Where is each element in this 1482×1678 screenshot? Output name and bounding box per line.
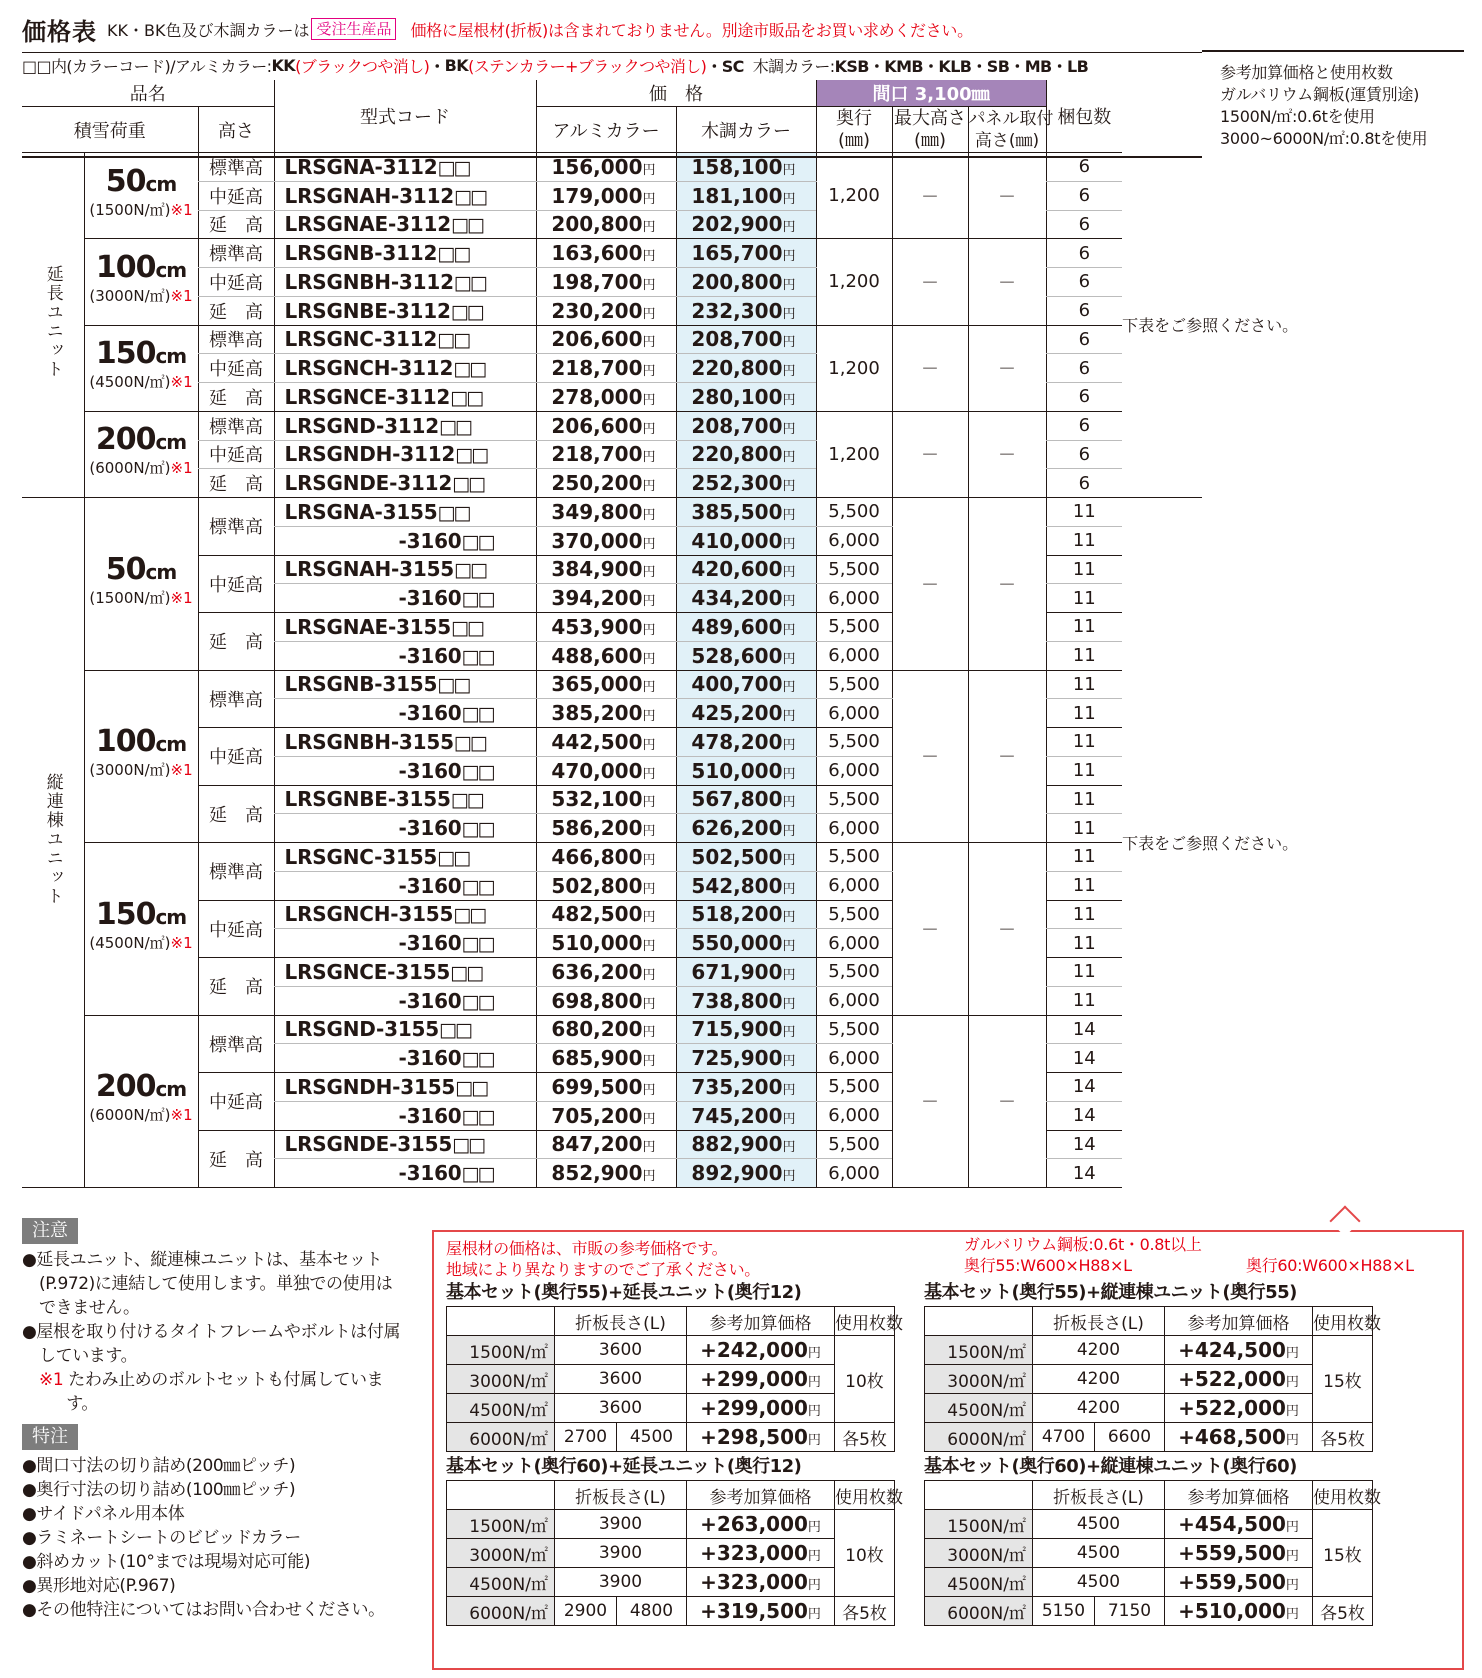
sub-row: 3000N/㎡ 4200 +522,000円 <box>925 1365 1373 1394</box>
depth-cell: 5,500 <box>816 1015 892 1044</box>
wood-price: 200,800円 <box>676 268 816 297</box>
frontage-header: 間口 3,100㎜ <box>816 80 1046 107</box>
alumi-price: 250,200円 <box>536 469 676 498</box>
notes-section <box>22 1218 402 1622</box>
sub-row: 3000N/㎡ 3600 +299,000円 <box>447 1365 895 1394</box>
alumi-price: 852,900円 <box>536 1159 676 1188</box>
depth-cell: 6,000 <box>816 1101 892 1130</box>
pack-count: 11 <box>1046 699 1122 728</box>
height-cell: 中延高 <box>198 181 274 210</box>
special-item: ●サイドパネル用本体 <box>22 1504 185 1524</box>
height-cell: 延 高 <box>198 613 274 671</box>
model-code: LRSGNCE-3112□□ <box>274 383 536 412</box>
col-max-height: 最大高さ (㎜) <box>894 107 967 151</box>
wood-price: 232,300円 <box>676 296 816 325</box>
model-code: LRSGNBE-3155□□ <box>274 785 536 814</box>
table-row: 200cm (6000N/㎡)※1 標準高 LRSGND-3112□□ 206,600円 208,700円 1,200 － － 6 <box>22 411 1202 440</box>
pack-count: 6 <box>1046 411 1122 440</box>
roof-note: 価格に屋根材(折板)は含まれておりません。別途市販品をお買い求めください。 <box>410 20 973 40</box>
pack-count: 11 <box>1046 986 1122 1015</box>
depth-cell: 5,500 <box>816 613 892 642</box>
alumi-price: 488,600円 <box>536 641 676 670</box>
pack-count: 6 <box>1046 440 1122 469</box>
sub-row: 1500N/㎡ 4200 +424,500円 15枚 <box>925 1336 1373 1365</box>
alumi-price: 470,000円 <box>536 756 676 785</box>
wood-price: 220,800円 <box>676 440 816 469</box>
pack-count: 6 <box>1046 210 1122 239</box>
wood-price: 738,800円 <box>676 986 816 1015</box>
snow-load: 150cm (4500N/㎡)※1 <box>84 325 198 411</box>
page-header <box>22 12 973 46</box>
alumi-price: 156,000円 <box>536 153 676 182</box>
special-heading: 特注 <box>22 1424 78 1450</box>
pack-count: 6 <box>1046 181 1122 210</box>
model-code: -3160□□ <box>274 756 536 785</box>
model-code: -3160□□ <box>274 584 536 613</box>
height-cell: 標準高 <box>198 498 274 556</box>
col-price: 価 格 <box>536 80 816 107</box>
wood-price: 208,700円 <box>676 325 816 354</box>
pack-count: 11 <box>1046 871 1122 900</box>
alumi-price: 685,900円 <box>536 1044 676 1073</box>
alumi-price: 699,500円 <box>536 1073 676 1102</box>
snow-load: 50cm (1500N/㎡)※1 <box>84 153 198 239</box>
depth-cell: 6,000 <box>816 871 892 900</box>
alumi-price: 698,800円 <box>536 986 676 1015</box>
table-row: 200cm (6000N/㎡)※1 標準高 LRSGND-3155□□ 680,200円 715,900円 5,500 － － 14 <box>22 1015 1202 1044</box>
sub-table: 折板長さ(L) 参考加算価格 使用枚数 1500N/㎡ 3600 +242,000円 10枚 3000N/㎡ 3600 +299,000円 4500N/㎡ 3600 +299,000円 6000N/㎡ 2700 4500 +298,500円 各5枚 <box>446 1306 895 1452</box>
height-cell: 標準高 <box>198 239 274 268</box>
alumi-price: 586,200円 <box>536 814 676 843</box>
alumi-price: 206,600円 <box>536 411 676 440</box>
pack-count: 11 <box>1046 814 1122 843</box>
snow-load: 150cm (4500N/㎡)※1 <box>84 843 198 1016</box>
wood-price: 220,800円 <box>676 354 816 383</box>
wood-price: 725,900円 <box>676 1044 816 1073</box>
height-cell: 標準高 <box>198 843 274 901</box>
pack-count: 11 <box>1046 756 1122 785</box>
model-code: LRSGNAH-3155□□ <box>274 555 536 584</box>
depth-cell: 6,000 <box>816 814 892 843</box>
special-item: ●ラミネートシートのビビッドカラー <box>22 1528 301 1548</box>
depth-cell: 5,500 <box>816 785 892 814</box>
pack-count: 11 <box>1046 498 1122 527</box>
depth-cell: 5,500 <box>816 900 892 929</box>
model-code: LRSGNDE-3155□□ <box>274 1130 536 1159</box>
height-cell: 延 高 <box>198 210 274 239</box>
wood-price: 252,300円 <box>676 469 816 498</box>
sub-table: 折板長さ(L) 参考加算価格 使用枚数 1500N/㎡ 4500 +454,500円 15枚 3000N/㎡ 4500 +559,500円 4500N/㎡ 4500 +559,500円 6000N/㎡ 5150 7150 +510,000円 各5枚 <box>924 1480 1373 1626</box>
depth-cell: 6,000 <box>816 929 892 958</box>
side-note: 参考加算価格と使用枚数 ガルバリウム鋼板(運賃別途) 1500N/㎡:0.6tを使用 3000~6000N/㎡:0.8tを使用 <box>1220 63 1428 148</box>
page-title: 価格表 <box>22 17 97 46</box>
model-code: LRSGNA-3112□□ <box>274 153 536 182</box>
alumi-price: 365,000円 <box>536 670 676 699</box>
sub-row: 3000N/㎡ 3900 +323,000円 <box>447 1539 895 1568</box>
col-height: 高さ <box>198 107 274 153</box>
pack-count: 11 <box>1046 843 1122 872</box>
model-code: LRSGNA-3155□□ <box>274 498 536 527</box>
depth-cell: 5,500 <box>816 555 892 584</box>
table-row: 縦連棟ユニット 50cm (1500N/㎡)※1 標準高 LRSGNA-3155□□ 349,800円 385,500円 5,500 － － 11 下表をご参照ください。 <box>22 498 1202 527</box>
wood-price: 158,100円 <box>676 153 816 182</box>
depth-cell: 5,500 <box>816 958 892 987</box>
pack-count: 11 <box>1046 958 1122 987</box>
pack-count: 11 <box>1046 526 1122 555</box>
pack-count: 14 <box>1046 1073 1122 1102</box>
snow-load: 200cm (6000N/㎡)※1 <box>84 411 198 497</box>
unit-label: 延長ユニット <box>22 153 84 498</box>
col-product: 品名 <box>22 80 274 107</box>
alumi-price: 847,200円 <box>536 1130 676 1159</box>
alumi-price: 163,600円 <box>536 239 676 268</box>
wood-price: 745,200円 <box>676 1101 816 1130</box>
sub-row: 6000N/㎡ 4700 6600 +468,500円 各5枚 <box>925 1423 1373 1452</box>
alumi-price: 680,200円 <box>536 1015 676 1044</box>
table-row: 延長ユニット 50cm (1500N/㎡)※1 標準高 LRSGNA-3112□□ 156,000円 158,100円 1,200 － － 6 下表をご参照ください。 <box>22 153 1202 182</box>
note-footnote: ※1 たわみ止めのボルトセットも付属しています。 <box>39 1370 384 1414</box>
wood-price: 489,600円 <box>676 613 816 642</box>
model-code: LRSGNCE-3155□□ <box>274 958 536 987</box>
sub-table-title: 基本セット(奥行60)+縦連棟ユニット(奥行60) <box>924 1456 1297 1477</box>
alumi-price: 206,600円 <box>536 325 676 354</box>
model-code: -3160□□ <box>274 871 536 900</box>
model-code: LRSGNBH-3112□□ <box>274 268 536 297</box>
alumi-price: 200,800円 <box>536 210 676 239</box>
height-cell: 中延高 <box>198 728 274 786</box>
col-snow: 積雪荷重 <box>22 107 198 153</box>
alumi-price: 705,200円 <box>536 1101 676 1130</box>
wood-price: 165,700円 <box>676 239 816 268</box>
model-code: LRSGNAE-3155□□ <box>274 613 536 642</box>
alumi-price: 370,000円 <box>536 526 676 555</box>
height-cell: 中延高 <box>198 555 274 613</box>
special-item: ●異形地対応(P.967) <box>22 1576 176 1596</box>
wood-price: 478,200円 <box>676 728 816 757</box>
height-cell: 中延高 <box>198 268 274 297</box>
model-code: -3160□□ <box>274 699 536 728</box>
depth-cell: 5,500 <box>816 670 892 699</box>
ref-note: 下表をご参照ください。 <box>1122 153 1202 498</box>
col-depth: 奥行 (㎜) <box>816 107 892 153</box>
sub-table-title: 基本セット(奥行55)+延長ユニット(奥行12) <box>446 1282 802 1303</box>
notes-heading: 注意 <box>22 1218 78 1244</box>
model-code: LRSGNBH-3155□□ <box>274 728 536 757</box>
depth-cell: 1,200 <box>816 411 892 497</box>
depth-cell: 1,200 <box>816 239 892 325</box>
depth-cell: 5,500 <box>816 1073 892 1102</box>
depth-cell: 6,000 <box>816 641 892 670</box>
model-code: LRSGNDH-3112□□ <box>274 440 536 469</box>
table-row: 100cm (3000N/㎡)※1 標準高 LRSGNB-3112□□ 163,600円 165,700円 1,200 － － 6 <box>22 239 1202 268</box>
table-row: 150cm (4500N/㎡)※1 標準高 LRSGNC-3112□□ 206,600円 208,700円 1,200 － － 6 <box>22 325 1202 354</box>
sub-row: 4500N/㎡ 3900 +323,000円 <box>447 1568 895 1597</box>
wood-price: 385,500円 <box>676 498 816 527</box>
height-cell: 標準高 <box>198 1015 274 1073</box>
wood-price: 434,200円 <box>676 584 816 613</box>
depth-cell: 5,500 <box>816 498 892 527</box>
wood-price: 510,000円 <box>676 756 816 785</box>
height-cell: 延 高 <box>198 1130 274 1188</box>
model-code: LRSGND-3155□□ <box>274 1015 536 1044</box>
divider <box>1202 50 1464 52</box>
alumi-price: 466,800円 <box>536 843 676 872</box>
alumi-price: 482,500円 <box>536 900 676 929</box>
price-table <box>22 80 1299 1188</box>
depth-cell: 6,000 <box>816 699 892 728</box>
wood-price: 892,900円 <box>676 1159 816 1188</box>
pack-count: 11 <box>1046 613 1122 642</box>
pack-count: 14 <box>1046 1101 1122 1130</box>
sub-row: 4500N/㎡ 4200 +522,000円 <box>925 1394 1373 1423</box>
wood-price: 410,000円 <box>676 526 816 555</box>
wood-price: 550,000円 <box>676 929 816 958</box>
wood-price: 567,800円 <box>676 785 816 814</box>
note-item: ●屋根を取り付けるタイトフレームやボルトは付属しています。 <box>22 1322 401 1366</box>
sub-row: 6000N/㎡ 2900 4800 +319,500円 各5枚 <box>447 1597 895 1626</box>
pack-count: 11 <box>1046 584 1122 613</box>
alumi-price: 385,200円 <box>536 699 676 728</box>
model-code: -3160□□ <box>274 526 536 555</box>
pack-count: 6 <box>1046 296 1122 325</box>
model-code: LRSGNC-3155□□ <box>274 843 536 872</box>
height-cell: 延 高 <box>198 383 274 412</box>
depth-cell: 6,000 <box>816 584 892 613</box>
height-cell: 中延高 <box>198 440 274 469</box>
model-code: LRSGNCH-3112□□ <box>274 354 536 383</box>
unit-label: 縦連棟ユニット <box>22 498 84 1188</box>
model-code: -3160□□ <box>274 1159 536 1188</box>
table-row: 100cm (3000N/㎡)※1 標準高 LRSGNB-3155□□ 365,000円 400,700円 5,500 － － 11 <box>22 670 1202 699</box>
model-code: LRSGNAH-3112□□ <box>274 181 536 210</box>
wood-price: 202,900円 <box>676 210 816 239</box>
model-code: -3160□□ <box>274 641 536 670</box>
snow-load: 50cm (1500N/㎡)※1 <box>84 498 198 671</box>
pack-count: 6 <box>1046 325 1122 354</box>
wood-price: 208,700円 <box>676 411 816 440</box>
depth-cell: 5,500 <box>816 1130 892 1159</box>
model-code: -3160□□ <box>274 986 536 1015</box>
alumi-price: 502,800円 <box>536 871 676 900</box>
model-code: LRSGNDE-3112□□ <box>274 469 536 498</box>
alumi-price: 278,000円 <box>536 383 676 412</box>
special-item: ●奥行寸法の切り詰め(100㎜ピッチ) <box>22 1480 296 1500</box>
depth-cell: 1,200 <box>816 153 892 239</box>
ref-note: 下表をご参照ください。 <box>1122 834 1299 854</box>
depth-cell: 6,000 <box>816 986 892 1015</box>
wood-price: 528,600円 <box>676 641 816 670</box>
height-cell: 延 高 <box>198 785 274 843</box>
sub-row: 6000N/㎡ 2700 4500 +298,500円 各5枚 <box>447 1423 895 1452</box>
sub-row: 1500N/㎡ 3900 +263,000円 10枚 <box>447 1510 895 1539</box>
sub-row: 3000N/㎡ 4500 +559,500円 <box>925 1539 1373 1568</box>
note-item: ●延長ユニット、縦連棟ユニットは、基本セット(P.972)に連結して使用します。単独での使用はできません。 <box>22 1250 393 1318</box>
depth-cell: 6,000 <box>816 1044 892 1073</box>
alumi-price: 349,800円 <box>536 498 676 527</box>
col-panel-height: パネル取付 高さ(㎜) <box>968 108 1054 151</box>
box-note-right: ガルバリウム鋼板:0.6t・0.8t以上 奥行55:W600×H88×L <box>964 1235 1202 1275</box>
wood-price: 882,900円 <box>676 1130 816 1159</box>
wood-price: 671,900円 <box>676 958 816 987</box>
model-code: -3160□□ <box>274 929 536 958</box>
wood-price: 735,200円 <box>676 1073 816 1102</box>
height-cell: 標準高 <box>198 411 274 440</box>
pack-count: 11 <box>1046 900 1122 929</box>
wood-price: 400,700円 <box>676 670 816 699</box>
snow-load: 100cm (3000N/㎡)※1 <box>84 239 198 325</box>
model-code: -3160□□ <box>274 814 536 843</box>
model-code: LRSGND-3112□□ <box>274 411 536 440</box>
special-item: ●斜めカット(10°までは現場対応可能) <box>22 1552 311 1572</box>
alumi-price: 442,500円 <box>536 728 676 757</box>
depth-cell: 6,000 <box>816 1159 892 1188</box>
special-item: ●その他特注についてはお問い合わせください。 <box>22 1600 385 1620</box>
special-item: ●間口寸法の切り詰め(200㎜ピッチ) <box>22 1456 296 1476</box>
model-code: LRSGNB-3155□□ <box>274 670 536 699</box>
pack-count: 11 <box>1046 785 1122 814</box>
wood-price: 715,900円 <box>676 1015 816 1044</box>
made-to-order-badge: 受注生産品 <box>311 18 396 40</box>
pack-count: 11 <box>1046 555 1122 584</box>
model-code: LRSGNAE-3112□□ <box>274 210 536 239</box>
col-alumi: アルミカラー <box>536 107 676 153</box>
model-code: -3160□□ <box>274 1101 536 1130</box>
depth-cell: 5,500 <box>816 728 892 757</box>
box-note-left: 屋根材の価格は、市販の参考価格です。 地域により異なりますのでご了承ください。 <box>446 1239 761 1279</box>
wood-price: 502,500円 <box>676 843 816 872</box>
pack-count: 14 <box>1046 1130 1122 1159</box>
model-code: LRSGNC-3112□□ <box>274 325 536 354</box>
sub-table: 折板長さ(L) 参考加算価格 使用枚数 1500N/㎡ 3900 +263,000円 10枚 3000N/㎡ 3900 +323,000円 4500N/㎡ 3900 +323,000円 6000N/㎡ 2900 4800 +319,500円 各5枚 <box>446 1480 895 1626</box>
height-cell: 延 高 <box>198 958 274 1016</box>
alumi-price: 218,700円 <box>536 354 676 383</box>
wood-price: 181,100円 <box>676 181 816 210</box>
depth-cell: 6,000 <box>816 526 892 555</box>
box-note-right-60: 奥行60:W600×H88×L <box>1246 1256 1414 1275</box>
sub-row: 4500N/㎡ 3600 +299,000円 <box>447 1394 895 1423</box>
model-code: LRSGNB-3112□□ <box>274 239 536 268</box>
depth-cell: 1,200 <box>816 325 892 411</box>
pack-count: 11 <box>1046 728 1122 757</box>
sub-row: 4500N/㎡ 4500 +559,500円 <box>925 1568 1373 1597</box>
alumi-price: 453,900円 <box>536 613 676 642</box>
snow-load: 100cm (3000N/㎡)※1 <box>84 670 198 843</box>
wood-price: 518,200円 <box>676 900 816 929</box>
sub-table-title: 基本セット(奥行60)+延長ユニット(奥行12) <box>446 1456 802 1477</box>
wood-price: 626,200円 <box>676 814 816 843</box>
model-code: LRSGNDH-3155□□ <box>274 1073 536 1102</box>
alumi-price: 230,200円 <box>536 296 676 325</box>
pack-count: 6 <box>1046 383 1122 412</box>
col-pack: 梱包数 <box>1046 80 1122 153</box>
pack-count: 11 <box>1046 670 1122 699</box>
pack-count: 6 <box>1046 153 1122 182</box>
height-cell: 延 高 <box>198 469 274 498</box>
alumi-price: 384,900円 <box>536 555 676 584</box>
pack-count: 6 <box>1046 469 1122 498</box>
height-cell: 中延高 <box>198 900 274 958</box>
height-cell: 標準高 <box>198 670 274 728</box>
height-cell: 延 高 <box>198 296 274 325</box>
table-row: 150cm (4500N/㎡)※1 標準高 LRSGNC-3155□□ 466,800円 502,500円 5,500 － － 11 <box>22 843 1202 872</box>
pack-count: 14 <box>1046 1044 1122 1073</box>
col-code: 型式コード <box>274 80 536 153</box>
color-code-line: □□内(カラーコード)/アルミカラー: KK (ブラックつや消し) ・ BK (ステンカラー+ブラックつや消し) ・SC 木調カラー: KSB・KMB・KLB・SB・MB・LB <box>22 52 1202 78</box>
pack-count: 6 <box>1046 268 1122 297</box>
sub-table: 折板長さ(L) 参考加算価格 使用枚数 1500N/㎡ 4200 +424,500円 15枚 3000N/㎡ 4200 +522,000円 4500N/㎡ 4200 +522,000円 6000N/㎡ 4700 6600 +468,500円 各5枚 <box>924 1306 1373 1452</box>
pack-count: 14 <box>1046 1015 1122 1044</box>
sub-table-title: 基本セット(奥行55)+縦連棟ユニット(奥行55) <box>924 1282 1297 1303</box>
height-cell: 中延高 <box>198 1073 274 1131</box>
model-code: LRSGNCH-3155□□ <box>274 900 536 929</box>
wood-price: 542,800円 <box>676 871 816 900</box>
col-wood: 木調カラー <box>676 107 816 153</box>
colors-note: KK・BK色及び木調カラーは <box>107 20 310 40</box>
model-code: -3160□□ <box>274 1044 536 1073</box>
alumi-price: 179,000円 <box>536 181 676 210</box>
snow-load: 200cm (6000N/㎡)※1 <box>84 1015 198 1188</box>
alumi-price: 510,000円 <box>536 929 676 958</box>
pack-count: 11 <box>1046 929 1122 958</box>
sub-row: 6000N/㎡ 5150 7150 +510,000円 各5枚 <box>925 1597 1373 1626</box>
sub-row: 1500N/㎡ 4500 +454,500円 15枚 <box>925 1510 1373 1539</box>
pack-count: 6 <box>1046 239 1122 268</box>
wood-price: 280,100円 <box>676 383 816 412</box>
alumi-price: 394,200円 <box>536 584 676 613</box>
alumi-price: 532,100円 <box>536 785 676 814</box>
height-cell: 標準高 <box>198 153 274 182</box>
wood-price: 425,200円 <box>676 699 816 728</box>
alumi-price: 636,200円 <box>536 958 676 987</box>
pack-count: 14 <box>1046 1159 1122 1188</box>
header-rule <box>22 156 1202 158</box>
pack-count: 6 <box>1046 354 1122 383</box>
depth-cell: 5,500 <box>816 843 892 872</box>
height-cell: 標準高 <box>198 325 274 354</box>
sub-row: 1500N/㎡ 3600 +242,000円 10枚 <box>447 1336 895 1365</box>
model-code: LRSGNBE-3112□□ <box>274 296 536 325</box>
height-cell: 中延高 <box>198 354 274 383</box>
alumi-price: 198,700円 <box>536 268 676 297</box>
pack-count: 11 <box>1046 641 1122 670</box>
wood-price: 420,600円 <box>676 555 816 584</box>
depth-cell: 6,000 <box>816 756 892 785</box>
alumi-price: 218,700円 <box>536 440 676 469</box>
